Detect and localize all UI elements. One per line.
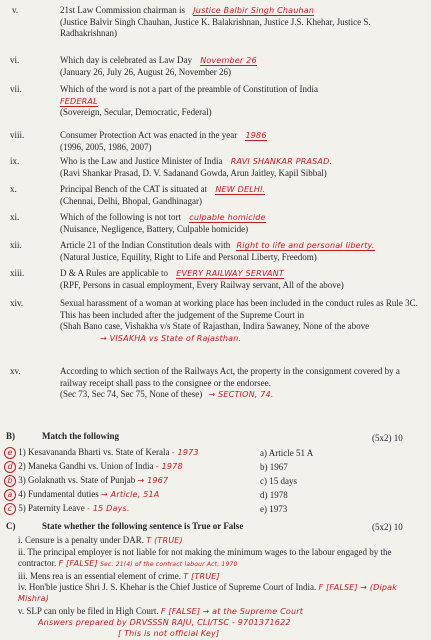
question-options: (Natural Justice, Equility, Right to Life and Personal Liberty, Freedom) [60,251,317,262]
section-b-label: B) [6,431,15,441]
match-right-row [260,448,313,458]
question-prompt: According to which section of the Railways Act, the property in the consignment covered by a railway receipt shall pass to the consignee or the endorsee. [60,366,400,388]
match-left-row [4,461,183,473]
match-note: → Article, 51A [101,490,160,499]
handwritten-answer: FEDERAL [60,96,98,106]
match-answer-letter: c [4,503,16,515]
match-right-number: c) [260,476,267,486]
question-number: x. [10,184,17,194]
match-note: → 1967 [137,476,169,485]
match-left-row [4,447,199,459]
question-options: (1996, 2005, 1986, 2007) [60,141,152,152]
question-prompt: Article 21 of the Indian Constitution deals with [60,240,231,250]
match-right-number: a) [260,448,267,458]
handwritten-answer: EVERY RAILWAY SERVANT [176,269,284,278]
tf-item [18,535,423,546]
match-right-number: d) [260,490,268,500]
question-text [60,5,420,40]
match-number: 4) [18,489,26,499]
tf-number: iv. [18,582,27,592]
question-prompt: D & A Rules are applicable to [60,268,168,278]
match-right-text: 1967 [269,462,288,472]
match-left-row [4,489,159,501]
tf-text: The principal employer is not liable for not making the minimum wages to the labour engaged by the contractor. [18,547,392,568]
match-number: 3) [18,475,26,485]
match-note-text: 1967 [147,476,169,485]
match-note-text: 15 Days. [92,504,130,513]
tf-item [18,582,423,604]
tf-answer: T (TRUE) [146,536,183,545]
handwritten-answer: → SECTION, 74. [208,390,274,399]
handwritten-answer: → VISAKHA vs State of Rajasthan. [100,333,242,343]
tf-note: → (Dipak Mishra) [18,583,398,603]
tf-number: ii. [18,547,26,557]
tf-note: → at the Supreme Court [202,607,304,616]
question-text [60,366,420,401]
match-right-number: e) [260,504,267,514]
question-options: (Sec 73, Sec 74, Sec 75, None of these) [60,389,203,399]
question-number: xv. [10,366,21,376]
match-answer-letter: a [4,489,16,501]
match-note-text: 1973 [177,448,199,457]
question-prompt: Consumer Protection Act was enacted in the year [60,130,238,140]
match-answer-letter: b [4,475,16,487]
match-right-row [260,476,297,486]
question-text [60,268,420,291]
tf-item [18,606,423,617]
question-prompt: Principal Bench of the CAT is situated at [60,184,208,194]
question-number: ix. [10,156,20,166]
tf-answer: F [FALSE] [318,583,358,592]
question-text [60,84,420,119]
question-text [60,156,420,179]
handwritten-answer-text: SECTION, 74. [218,390,274,399]
match-right-text: 15 days [269,476,297,486]
question-prompt: Who is the Law and Justice Minister of India [60,156,223,166]
match-text: Paternity Leave [28,503,85,513]
tf-text: SLP can only be filed in High Court. [26,606,159,616]
question-options: (Shah Bano case, Vishakha v/s State of Rajasthan, Indira Sawaney, None of the above [60,321,370,331]
match-answer-letter: e [4,447,16,459]
question-options: (Justice Balvir Singh Chauhan, Justice K. Balakrishnan, Justice J.S. Khehar, Justice S. Radhakrishnan) [60,16,371,38]
tf-item [18,547,423,570]
match-right-row [260,504,287,514]
match-left-row [4,475,168,487]
question-options: (January 26, July 26, August 26, November 26) [60,66,231,77]
question-text [60,184,420,207]
question-text [60,130,420,153]
tf-text: Hon'ble justice Shri J. S. Khehar is the Chief Justice of Supreme Court of India. [28,582,317,592]
tf-answer: F [FALSE] [160,607,201,616]
match-number: 5) [18,503,26,513]
match-note: - 1973 [171,448,199,457]
handwritten-footer-line2: [ This is not official Key] [118,629,220,638]
handwritten-answer-text: VISAKHA vs State of Rajasthan. [109,333,242,343]
match-text: Maneka Gandhi vs. Union of India [28,461,154,471]
question-number: xiv. [10,298,24,308]
tf-number: iii. [18,571,28,581]
match-text: Fundamental duties [28,489,99,499]
question-number: v. [12,5,19,15]
question-text [60,55,420,78]
match-note: - 1978 [155,462,183,471]
question-text [60,298,420,344]
question-options: (Sovereign, Secular, Democratic, Federal) [60,107,212,117]
question-prompt: Which of the word is not a part of the preamble of Constitution of India [60,84,318,94]
handwritten-answer: NEW DELHI. [215,185,266,194]
match-right-row [260,462,288,472]
tf-number: v. [18,606,25,616]
handwritten-answer: Justice Balbir Singh Chauhan [193,6,315,15]
match-right-text: 1973 [269,504,288,514]
section-c-title: State whether the following sentence is True or False [42,521,244,531]
question-options: (Nuisance, Negligence, Battery, Culpable homicide) [60,223,249,234]
tf-text: Censure is a penalty under DAR. [25,535,144,545]
question-number: xiii. [10,268,25,278]
handwritten-answer: culpable homicide [189,213,266,222]
question-number: vii. [10,84,22,94]
handwritten-footer-line1: Answers prepared by DRVSSSN RAJU, CLI/TSC - 9701371622 [38,618,291,627]
match-right-text: 1978 [269,490,288,500]
match-note: - 15 Days. [86,504,130,513]
section-b-marks: (5x2) 10 [372,433,403,443]
match-text: Kesavananda Bharti vs. State of Kerala [28,447,170,457]
question-prompt: Sexual harassment of a woman at working place has been included in the conduct rules as Rule 3C. This has been included after the judgement of the Supreme Court in [60,298,418,320]
tf-text: Mens rea is an essential element of crime. [30,571,181,581]
tf-item [18,571,423,582]
match-number: 2) [18,461,26,471]
handwritten-answer: 1986 [245,131,267,140]
question-options: (Ravi Shankar Prasad, D. V. Sadanand Gowda, Arun Jaitley, Kapil Sibbal) [60,167,327,178]
match-note-text: Article, 51A [110,490,160,499]
question-prompt: 21st Law Commission chairman is [60,5,185,15]
tf-note-text: at the Supreme Court [212,607,304,616]
question-number: xi. [10,212,20,222]
section-c-marks: (5x2) 10 [372,522,403,532]
match-right-number: b) [260,462,268,472]
match-answer-letter: d [4,461,16,473]
tf-number: i. [18,535,23,545]
question-prompt: Which of the following is not tort [60,212,181,222]
tf-answer: F [FALSE] [58,559,98,568]
handwritten-answer: November 26 [200,56,257,65]
question-prompt: Which day is celebrated as Law Day [60,55,192,65]
section-c-label: C) [6,521,16,531]
tf-answer: T [TRUE] [183,572,220,581]
tf-note-text: (Dipak Mishra) [18,583,398,603]
match-left-row [4,503,130,515]
handwritten-answer: RAVI SHANKAR PRASAD. [230,157,333,166]
match-right-row [260,490,288,500]
match-number: 1) [18,447,26,457]
handwritten-answer: Right to life and personal liberty. [236,241,375,250]
question-options: (Chennai, Delhi, Bhopal, Gandhinagar) [60,195,202,206]
question-number: xii. [10,240,22,250]
question-text [60,240,420,263]
match-text: Golaknath vs. State of Punjab [28,475,136,485]
question-options: (RPF, Persons in casual employment, Every Railway servant, All of the above) [60,279,344,290]
tf-note: Sec. 21(4) of the contract labour Act, 1970 [100,561,238,568]
question-number: viii. [10,130,25,140]
match-right-text: Article 51 A [268,448,314,458]
question-text [60,212,420,235]
match-note-text: 1978 [161,462,183,471]
question-number: vi. [10,55,20,65]
section-b-title: Match the following [42,431,119,441]
